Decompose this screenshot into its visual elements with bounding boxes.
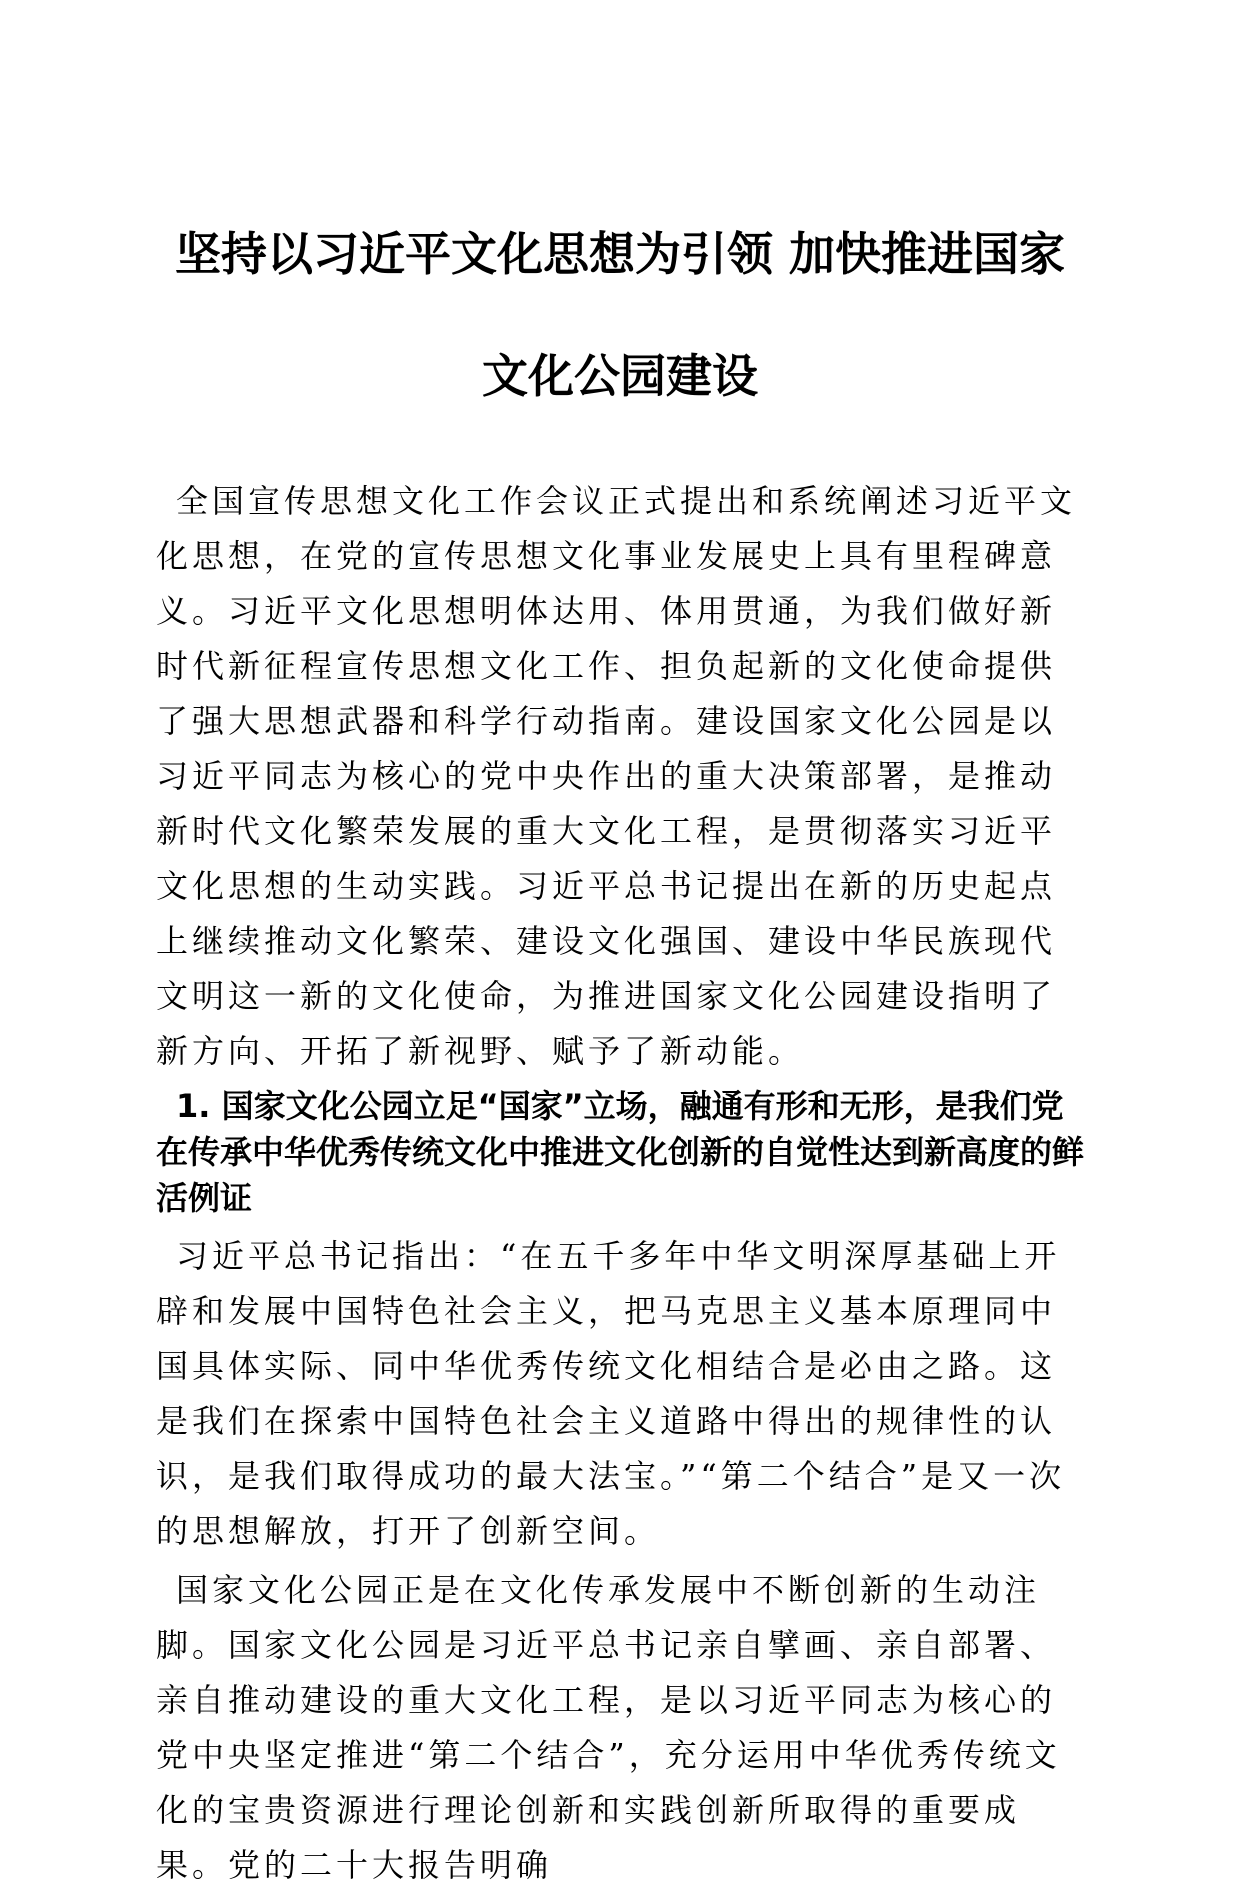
section-heading-1: 1. 国家文化公园立足“国家”立场，融通有形和无形，是我们党在传承中华优秀传统文化中推进文化创新的自觉性达到新高度的鲜活例证 bbox=[156, 1087, 1085, 1217]
paragraph-quote: 习近平总书记指出：“在五千多年中华文明深厚基础上开辟和发展中国特色社会主义，把马克思主义基本原理同中国具体实际、同中华优秀传统文化相结合是必由之路。这是我们在探索中国特色社会主义道路中得出的规律性的认识，是我们取得成功的最大法宝。”“第二个结合”是又一次的思想解放，打开了创新空间。 bbox=[156, 1237, 1066, 1550]
document-title-line-1: 坚持以习近平文化思想为引领 加快推进国家 bbox=[174, 227, 1065, 281]
paragraph-intro: 全国宣传思想文化工作会议正式提出和系统阐述习近平文化思想，在党的宣传思想文化事业发展史上具有里程碑意义。习近平文化思想明体达用、体用贯通，为我们做好新时代新征程宣传思想文化工作、担负起新的文化使命提供了强大思想武器和科学行动指南。建设国家文化公园是以习近平同志为核心的党中央作出的重大决策部署，是推动新时代文化繁荣发展的重大文化工程，是贯彻落实习近平文化思想的生动实践。习近平总书记提出在新的历史起点上继续推动文化繁荣、建设文化强国、建设中华民族现代文明这一新的文化使命，为推进国家文化公园建设指明了新方向、开拓了新视野、赋予了新动能。 bbox=[156, 482, 1077, 1070]
paragraph-park: 国家文化公园正是在文化传承发展中不断创新的生动注脚。国家文化公园是习近平总书记亲自擘画、亲自部署、亲自推动建设的重大文化工程，是以习近平同志为核心的党中央坚定推进“第二个结合”，充分运用中华优秀传统文化的宝贵资源进行理论创新和实践创新所取得的重要成果。党的二十大报告明确 bbox=[156, 1571, 1061, 1884]
document-title-line-2: 文化公园建设 bbox=[482, 349, 758, 403]
document-body bbox=[156, 474, 1086, 1897]
